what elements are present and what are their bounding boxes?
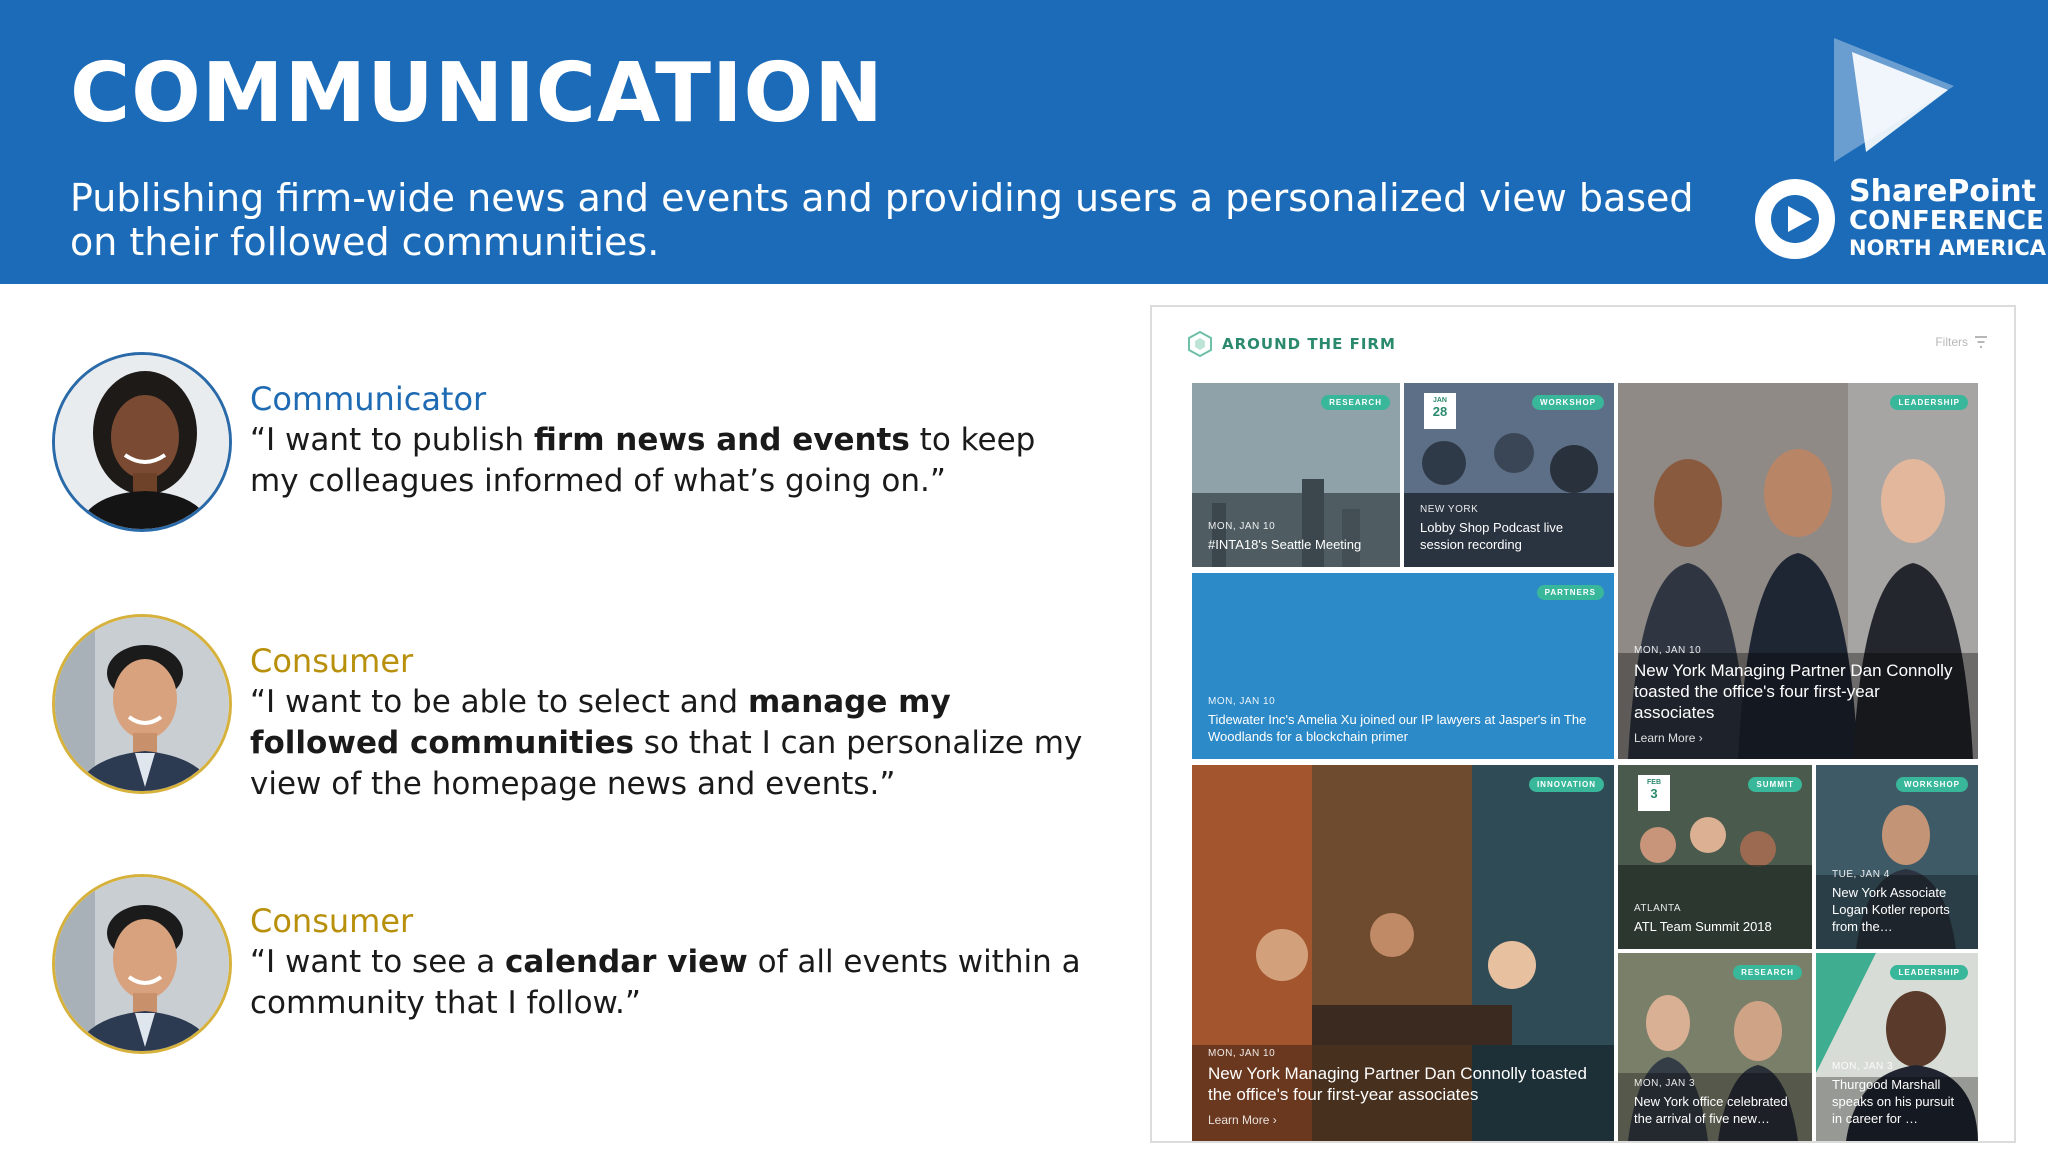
tile-date: MON, JAN 10 — [1208, 1048, 1276, 1059]
tile-date: NEW YORK — [1420, 504, 1479, 515]
header-banner — [0, 0, 2048, 284]
panel-header — [1188, 329, 1396, 359]
tile-headline: ATL Team Summit 2018 — [1634, 919, 1772, 934]
news-tile[interactable] — [1816, 765, 1978, 949]
persona-consumer-calendar — [52, 874, 1092, 1064]
tile-caption — [1832, 1061, 1962, 1127]
news-tile[interactable] — [1192, 573, 1614, 759]
tile-caption — [1420, 504, 1598, 553]
category-tag: RESEARCH — [1733, 965, 1802, 980]
persona-role: Communicator — [250, 380, 487, 418]
around-the-firm-panel — [1150, 305, 2016, 1143]
filters-button[interactable] — [1935, 335, 1988, 349]
category-tag: SUMMIT — [1748, 777, 1802, 792]
category-tag: WORKSHOP — [1532, 395, 1604, 410]
category-tag: RESEARCH — [1321, 395, 1390, 410]
quote-text: “I want to see a — [250, 944, 506, 980]
persona-communicator — [52, 352, 1092, 542]
filters-label: Filters — [1935, 335, 1968, 349]
logo-line-1: SharePoint — [1849, 174, 2036, 209]
news-tile[interactable] — [1404, 383, 1614, 567]
tile-date: MON, JAN 3 — [1634, 1078, 1696, 1089]
tile-caption — [1634, 903, 1796, 935]
avatar-consumer — [52, 874, 232, 1054]
category-tag: WORKSHOP — [1896, 777, 1968, 792]
persona-consumer-communities — [52, 614, 1092, 804]
quote-text: of all events within a community that I follow.” — [250, 944, 1081, 1021]
learn-more-link[interactable]: Learn More › — [1208, 1113, 1277, 1127]
event-date-badge — [1424, 393, 1456, 429]
tile-caption — [1634, 1078, 1796, 1127]
tile-headline: Tidewater Inc's Amelia Xu joined our IP lawyers at Jasper's in The Woodlands for a blockchain primer — [1208, 712, 1587, 744]
tile-date: TUE, JAN 4 — [1832, 869, 1890, 880]
badge-day: 3 — [1650, 786, 1658, 801]
tile-date: MON, JAN 10 — [1634, 645, 1702, 656]
badge-day: 28 — [1432, 404, 1448, 419]
tile-date: MON, JAN 3 — [1832, 1061, 1894, 1072]
news-tile[interactable] — [1618, 953, 1812, 1141]
news-tile[interactable] — [1618, 383, 1978, 759]
tile-date: ATLANTA — [1634, 903, 1682, 914]
tile-date: MON, JAN 10 — [1208, 696, 1276, 707]
quote-text: “I want to be able to select and — [250, 684, 748, 720]
badge-month: FEB — [1647, 779, 1661, 786]
category-tag: LEADERSHIP — [1890, 395, 1968, 410]
event-date-badge — [1638, 775, 1670, 811]
avatar-consumer — [52, 614, 232, 794]
badge-month: JAN — [1432, 397, 1447, 404]
panel-title: AROUND THE FIRM — [1222, 335, 1396, 353]
quote-emphasis: calendar view — [505, 944, 748, 980]
tile-caption — [1832, 869, 1962, 935]
page-title: COMMUNICATION — [70, 46, 884, 141]
quote-text: so that I can personalize my view of the homepage news and events.” — [250, 725, 1083, 802]
category-tag: PARTNERS — [1537, 585, 1604, 600]
tile-date: MON, JAN 10 — [1208, 521, 1276, 532]
persona-quote — [250, 420, 1090, 502]
avatar-communicator — [52, 352, 232, 532]
tile-headline: Lobby Shop Podcast live session recording — [1420, 520, 1564, 552]
category-tag: LEADERSHIP — [1890, 965, 1968, 980]
play-logo-icon — [1826, 30, 1964, 168]
quote-emphasis: manage my followed communities — [250, 684, 951, 761]
tile-headline: New York Associate Logan Kotler reports from the… — [1832, 885, 1950, 934]
tile-headline: New York office celebrated the arrival of five new… — [1634, 1094, 1788, 1126]
news-tile[interactable] — [1192, 383, 1400, 567]
page-subtitle: Publishing firm-wide news and events and providing users a personalized view based on their followed communities. — [70, 176, 1694, 264]
tile-headline: New York Managing Partner Dan Connolly toasted the office's four first-year associates — [1208, 1064, 1587, 1104]
tile-headline: New York Managing Partner Dan Connolly toasted the office's four first-year associates — [1634, 661, 1953, 722]
conference-logo-text — [1849, 176, 2046, 259]
logo-line-2: CONFERENCE — [1849, 205, 2044, 236]
news-tile[interactable] — [1816, 953, 1978, 1141]
news-tile[interactable] — [1192, 765, 1614, 1141]
quote-emphasis: firm news and events — [533, 422, 910, 458]
persona-role: Consumer — [250, 642, 414, 680]
tile-caption — [1208, 696, 1598, 745]
tile-headline: #INTA18's Seattle Meeting — [1208, 537, 1362, 552]
quote-text: “I want to publish — [250, 422, 534, 458]
tile-caption — [1208, 1048, 1598, 1127]
conference-logo-icon — [1752, 176, 1838, 262]
quote-text: to keep my colleagues informed of what’s going on.” — [250, 422, 1036, 499]
persona-quote — [250, 942, 1090, 1024]
persona-role: Consumer — [250, 902, 414, 940]
filter-icon — [1974, 336, 1988, 348]
tile-caption — [1208, 521, 1384, 553]
logo-line-3: NORTH AMERICA — [1849, 235, 2047, 260]
category-tag: INNOVATION — [1529, 777, 1604, 792]
learn-more-link[interactable]: Learn More › — [1634, 731, 1703, 745]
tile-caption — [1634, 645, 1962, 745]
news-tile[interactable] — [1618, 765, 1812, 949]
hexagon-logo-icon — [1188, 331, 1212, 357]
persona-quote — [250, 682, 1090, 805]
tile-headline: Thurgood Marshall speaks on his pursuit in career for … — [1832, 1077, 1955, 1126]
